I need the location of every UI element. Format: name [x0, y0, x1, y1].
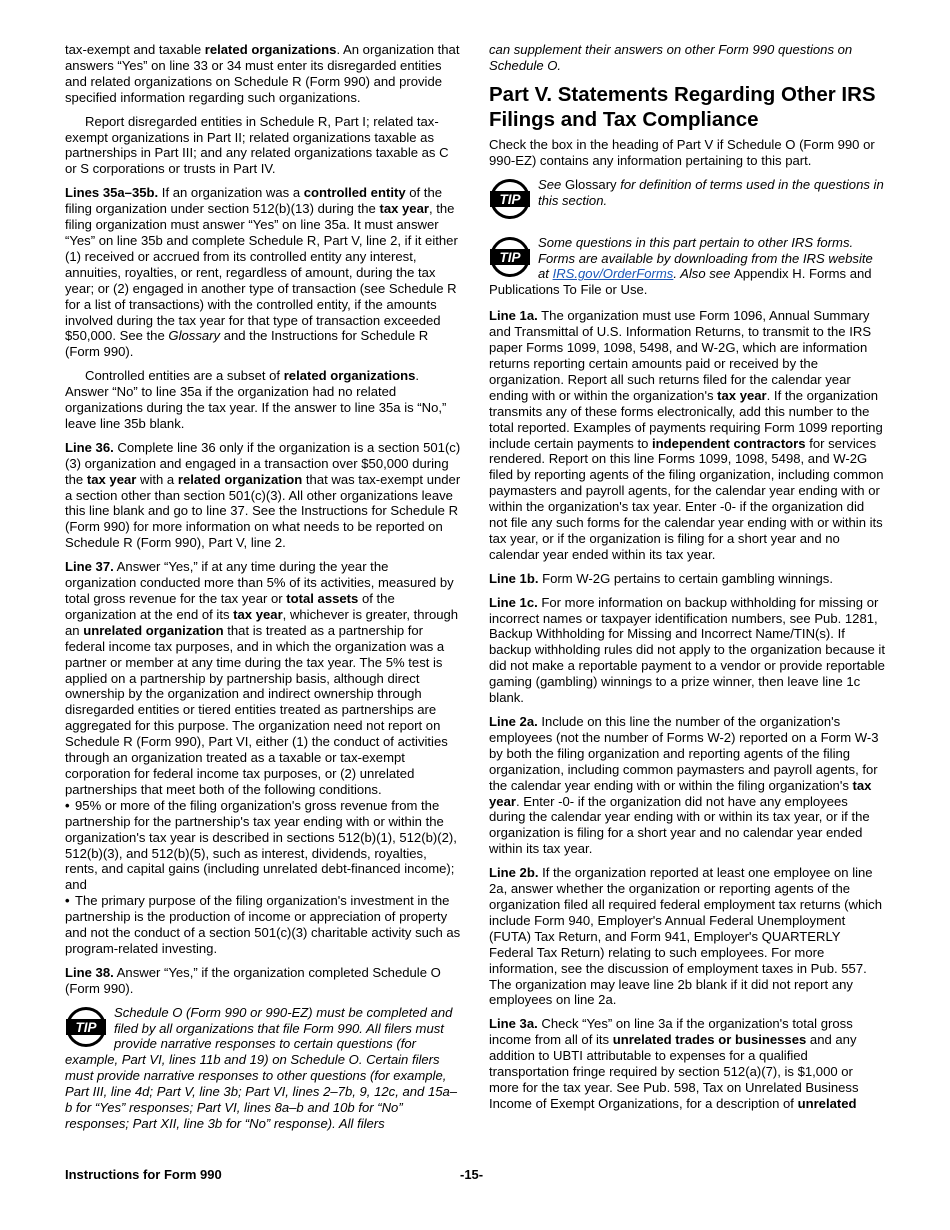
- paragraph-line-37: Line 37. Answer “Yes,” if at any time during the year the organization conducted more than 5% of its activities, measured by total gross revenue for the tax year or total assets of the organization at the end of its tax year, whichever is greater, through an unrelated organization that is treated as a partnership for federal income tax purposes, and in which the organization was a partner or member at any time during the tax year. The 5% test is applied on a partnership by partnership basis, although direct ownership by the organization and indirect ownership through disregarded entities or tiered entities treated as partnerships are aggregated for this purpose. The organization need not report on Schedule R (Form 990), Part VI, either (1) the conduct of activities through an organization treated as a taxable or tax-exempt corporation for federal income tax purposes, or (2) unrelated partnerships that meet both of the following conditions.: [65, 559, 459, 797]
- paragraph-line-3a: Line 3a. Check “Yes” on line 3a if the organization's total gross income from all of its unrelated trades or businesses and any addition to UBTI attributable to expenses for a qualified transportation fringe required by section 512(a)(7), is $1,000 or more for the tax year. See Pub. 598, Tax on Unrelated Business Income of Exempt Organizations, for a description of unrelated: [489, 1016, 859, 1111]
- tip-continuation: can supplement their answers on other Form 990 questions on Schedule O.: [489, 42, 853, 73]
- paragraph-related-orgs: tax-exempt and taxable related organizations. An organization that answers “Yes” on line 33 or 34 must enter its disregarded entities and related organizations on Schedule R (Form 990) and provide specified information regarding such organizations.: [65, 42, 460, 105]
- right-column: [489, 42, 885, 1120]
- svg-text:TIP: TIP: [499, 191, 521, 207]
- footer-form-title: Instructions for Form 990: [65, 1167, 222, 1182]
- paragraph-part-v-intro: Check the box in the heading of Part V if Schedule O (Form 990 or 990-EZ) contains any information pertaining to this part.: [489, 136, 875, 168]
- bullet-item: • 95% or more of the filing organization's gross revenue from the partnership for the partnership's tax year ending with or within the organization's tax year is described in sections 512(b)(1), 512(b)(2), 512(b)(3), and 512(b)(5), such as interest, dividends, royalties, rents, and capital gains (including unrelated debt-financed income); and: [65, 797, 457, 893]
- paragraph-lines-35a-35b: Lines 35a–35b. If an organization was a controlled entity of the filing organization under section 512(b)(13) during the tax year, the filing organization must answer “Yes” on line 35a. It must answer “Yes” on line 35b and complete Schedule R, Part V, line 2, if it either (1) received or accrued from its controlled entity any interest, annuities, royalties, or rent, regardless of amount, during the tax year; or (2) engaged in another type of transaction (see Schedule R for a list of transactions) with the controlled entity, if the amounts involved during the tax year for that type of transaction exceeded $50,000. See the Glossary and the Instructions for Schedule R (Form 990).: [65, 185, 458, 360]
- paragraph-line-1a: Line 1a. The organization must use Form 1096, Annual Summary and Transmittal of U.S. Information Returns, to transmit to the IRS paper Forms 1099, 1098, 5498, and W-2G, which are information returns reporting certain amounts paid or received by the organization. Report all such returns filed for the calendar year ending with or within the organization's tax year. If the organization transmits any of these forms electronically, add this number to the total reported. Examples of payments requiring Form 1099 reporting include certain payments to independent contractors for services rendered. Report on this line Forms 1099, 1098, 5498, and W-2G filed by reporting agents of the filing organization, including common paymasters and payroll agents, for the calendar year ending with or within the organization's tax year. Enter -0- if the organization did not file any such forms for the calendar year ending with or within its tax year, or if the organization is filing for a short year and no calendar year ended within its tax year.: [489, 308, 884, 562]
- section-heading-part-v: Part V. Statements Regarding Other IRS Filings and Tax Compliance: [489, 82, 876, 131]
- tip-glossary: TIP See Glossary for definition of terms used in the questions in this section.: [489, 177, 885, 223]
- paragraph-line-36: Line 36. Complete line 36 only if the organization is a section 501(c)(3) organization and engaged in a transaction over $50,000 during the tax year with a related organization that was tax-exempt under a section other than section 501(c)(3). All other organizations leave this line blank and go to line 37. See the Instructions for Schedule R (Form 990) for more information on what needs to be reported on Schedule R (Form 990), Part V, line 2.: [65, 439, 461, 551]
- paragraph-line-1b: Line 1b. Form W-2G pertains to certain gambling winnings.: [489, 570, 833, 586]
- tip-irs-forms: TIP Some questions in this part pertain to other IRS forms. Forms are available by downloading from the IRS website at IRS.gov/OrderForms. Also see Appendix H. Forms and Publications To File or Use.: [489, 234, 873, 298]
- bullet-icon: •: [65, 893, 70, 909]
- footer-page-number: -15-: [460, 1167, 484, 1182]
- tip-icon: [489, 236, 531, 278]
- tip-icon: [489, 178, 531, 220]
- paragraph-line-38: Line 38. Answer “Yes,” if the organization completed Schedule O (Form 990).: [65, 964, 441, 996]
- svg-text:TIP: TIP: [499, 249, 521, 265]
- tip-schedule-o: TIP Schedule O (Form 990 or 990-EZ) must be completed and filed by all organizations that file Form 990. All filers must provide narrative responses to certain questions (for example, Part VI, lines 11b and 19) on Schedule O. Certain filers must provide narrative responses to other questions (for example, Part III, line 4d; Part V, line 3b; Part VI, lines 2–7b, 9, 12c, and 15a–b for “Yes” responses; Part VI, lines 8a–b and 10b for “No” responses; Part XII, line 3b for “No” response). All filers: [65, 1004, 458, 1131]
- paragraph-line-1c: Line 1c. For more information on backup withholding for missing or incorrect names or taxpayer identification numbers, see Pub. 1281, Backup Withholding for Missing and Incorrect Name/TIN(s). If backup withholding rules did not apply to the organization because it did not make a reportable payment to a vendor or provide reportable gaming (gambling) winnings to a prize winner, then leave line 1c blank.: [489, 594, 885, 706]
- bullet-item: • The primary purpose of the filing organization's investment in the partnership is the production of income or appreciation of property and not the conduct of a section 501(c)(3) charitable activity such as program-related investing.: [65, 893, 461, 956]
- paragraph-line-2b: Line 2b. If the organization reported at least one employee on line 2a, answer whether the organization or reporting agents of the organization filed all required federal employment tax returns (which include Form 940, Employer's Annual Federal Unemployment (FUTA) Tax Return, and Form 941, Employer's QUARTERLY Federal Tax Return) relating to such employees. For more information, see the discussion of employment taxes in Pub. 557. The organization may leave line 2b blank if it did not report any employees on line 2a.: [489, 865, 883, 1008]
- tip-icon: [65, 1006, 107, 1048]
- bullet-icon: •: [65, 797, 70, 813]
- paragraph-report-disregarded: Report disregarded entities in Schedule R, Part I; related tax-exempt organizations in Part II; related organizations taxable as partnerships in Part III; and any related organizations taxable as C or S corporations or trusts in Part IV.: [65, 113, 449, 177]
- svg-text:TIP: TIP: [75, 1019, 97, 1035]
- paragraph-controlled-entities: Controlled entities are a subset of related organizations. Answer “No” to line 35a if the organization had no related organizations during the tax year. If the answer to line 35a is “No,” leave line 35b blank.: [65, 368, 447, 431]
- paragraph-line-2a: Line 2a. Include on this line the number of the organization's employees (not the number of Forms W-2) reported on a Form W-3 by both the filing organization and reporting agents of the filing organization, including common paymasters and payroll agents, for the calendar year ending with or within the filing organization's tax year. Enter -0- if the organization did not have any employees during the calendar year ending with or within its tax year, or if the organization is filing for a short year and no calendar year ended within its tax year.: [489, 714, 879, 857]
- left-column: [65, 42, 461, 1140]
- irs-order-forms-link[interactable]: IRS.gov/OrderForms: [552, 266, 674, 282]
